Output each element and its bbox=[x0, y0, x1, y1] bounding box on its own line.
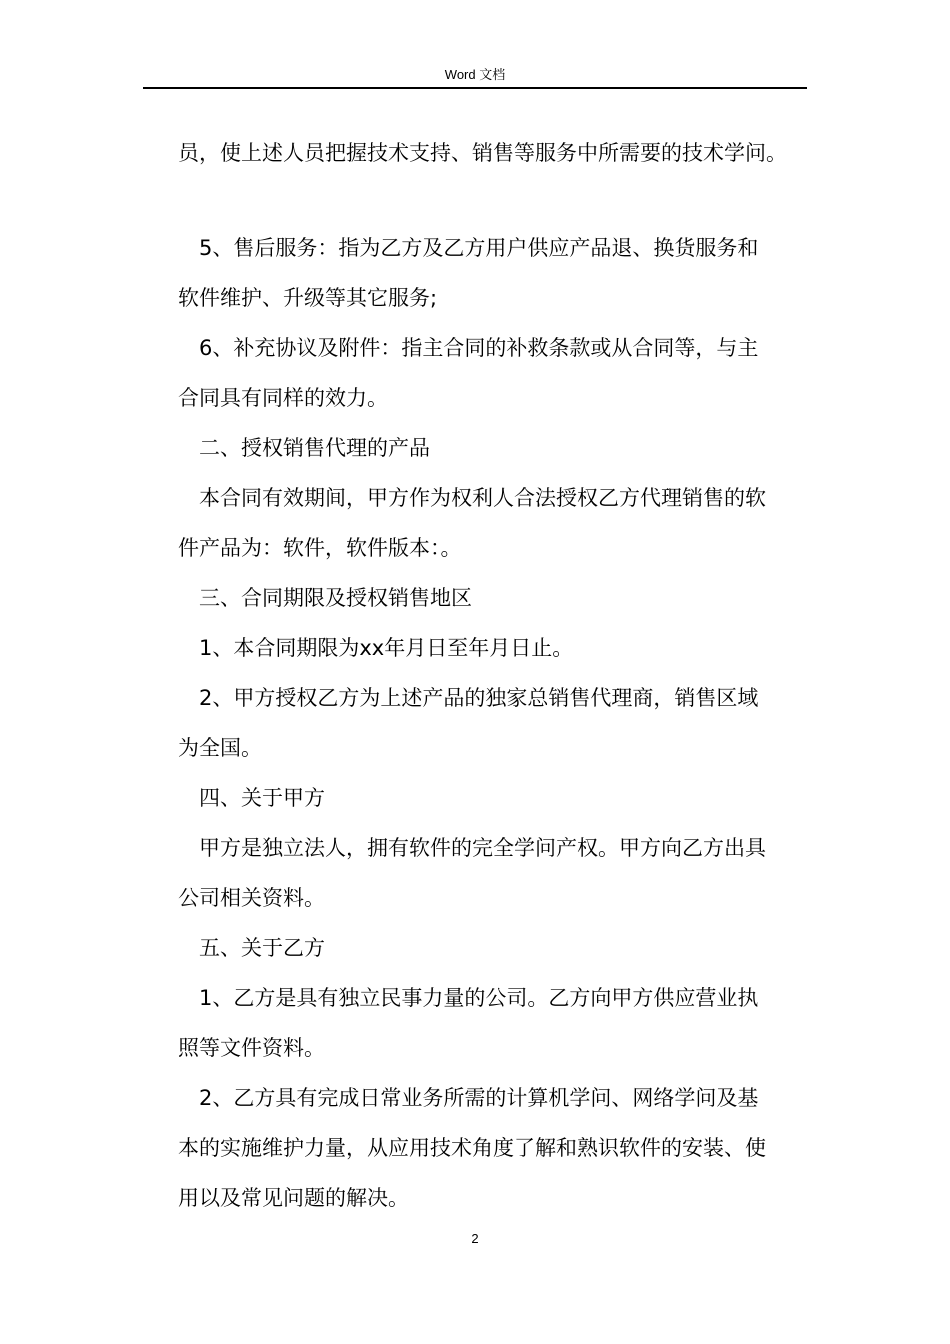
text-line: 用以及常见问题的解决。 bbox=[178, 1186, 409, 1210]
text-line: 5、售后服务：指为乙方及乙方用户供应产品退、换货服务和 bbox=[199, 236, 759, 260]
text-line: 件产品为：软件，软件版本：。 bbox=[178, 536, 462, 560]
text-line: 1、本合同期限为xx年月日至年月日止。 bbox=[199, 636, 574, 660]
section-heading: 四、关于甲方 bbox=[199, 786, 325, 810]
page-number: 2 bbox=[471, 1231, 479, 1246]
text-line: 2、乙方具有完成日常业务所需的计算机学问、网络学问及基 bbox=[199, 1086, 759, 1110]
page-header-title: Word 文档 bbox=[444, 67, 506, 82]
text-line: 公司相关资料。 bbox=[178, 886, 325, 910]
text-line: 1、乙方是具有独立民事力量的公司。乙方向甲方供应营业执 bbox=[199, 986, 759, 1010]
section-heading: 五、关于乙方 bbox=[199, 936, 325, 960]
text-line: 员，使上述人员把握技术支持、销售等服务中所需要的技术学问。 bbox=[178, 141, 787, 165]
text-line: 6、补充协议及附件：指主合同的补救条款或从合同等，与主 bbox=[199, 336, 759, 360]
text-line: 为全国。 bbox=[178, 736, 262, 760]
text-line: 照等文件资料。 bbox=[178, 1036, 325, 1060]
text-line: 本合同有效期间，甲方作为权利人合法授权乙方代理销售的软 bbox=[199, 486, 766, 510]
section-heading: 二、授权销售代理的产品 bbox=[199, 436, 430, 460]
header-divider bbox=[143, 87, 807, 89]
text-line: 甲方是独立法人，拥有软件的完全学问产权。甲方向乙方出具 bbox=[199, 836, 766, 860]
text-line: 合同具有同样的效力。 bbox=[178, 386, 388, 410]
section-heading: 三、合同期限及授权销售地区 bbox=[199, 586, 472, 610]
text-line: 软件维护、升级等其它服务; bbox=[178, 286, 438, 310]
text-line: 2、甲方授权乙方为上述产品的独家总销售代理商，销售区域 bbox=[199, 686, 759, 710]
text-line: 本的实施维护力量，从应用技术角度了解和熟识软件的安装、使 bbox=[178, 1136, 766, 1160]
